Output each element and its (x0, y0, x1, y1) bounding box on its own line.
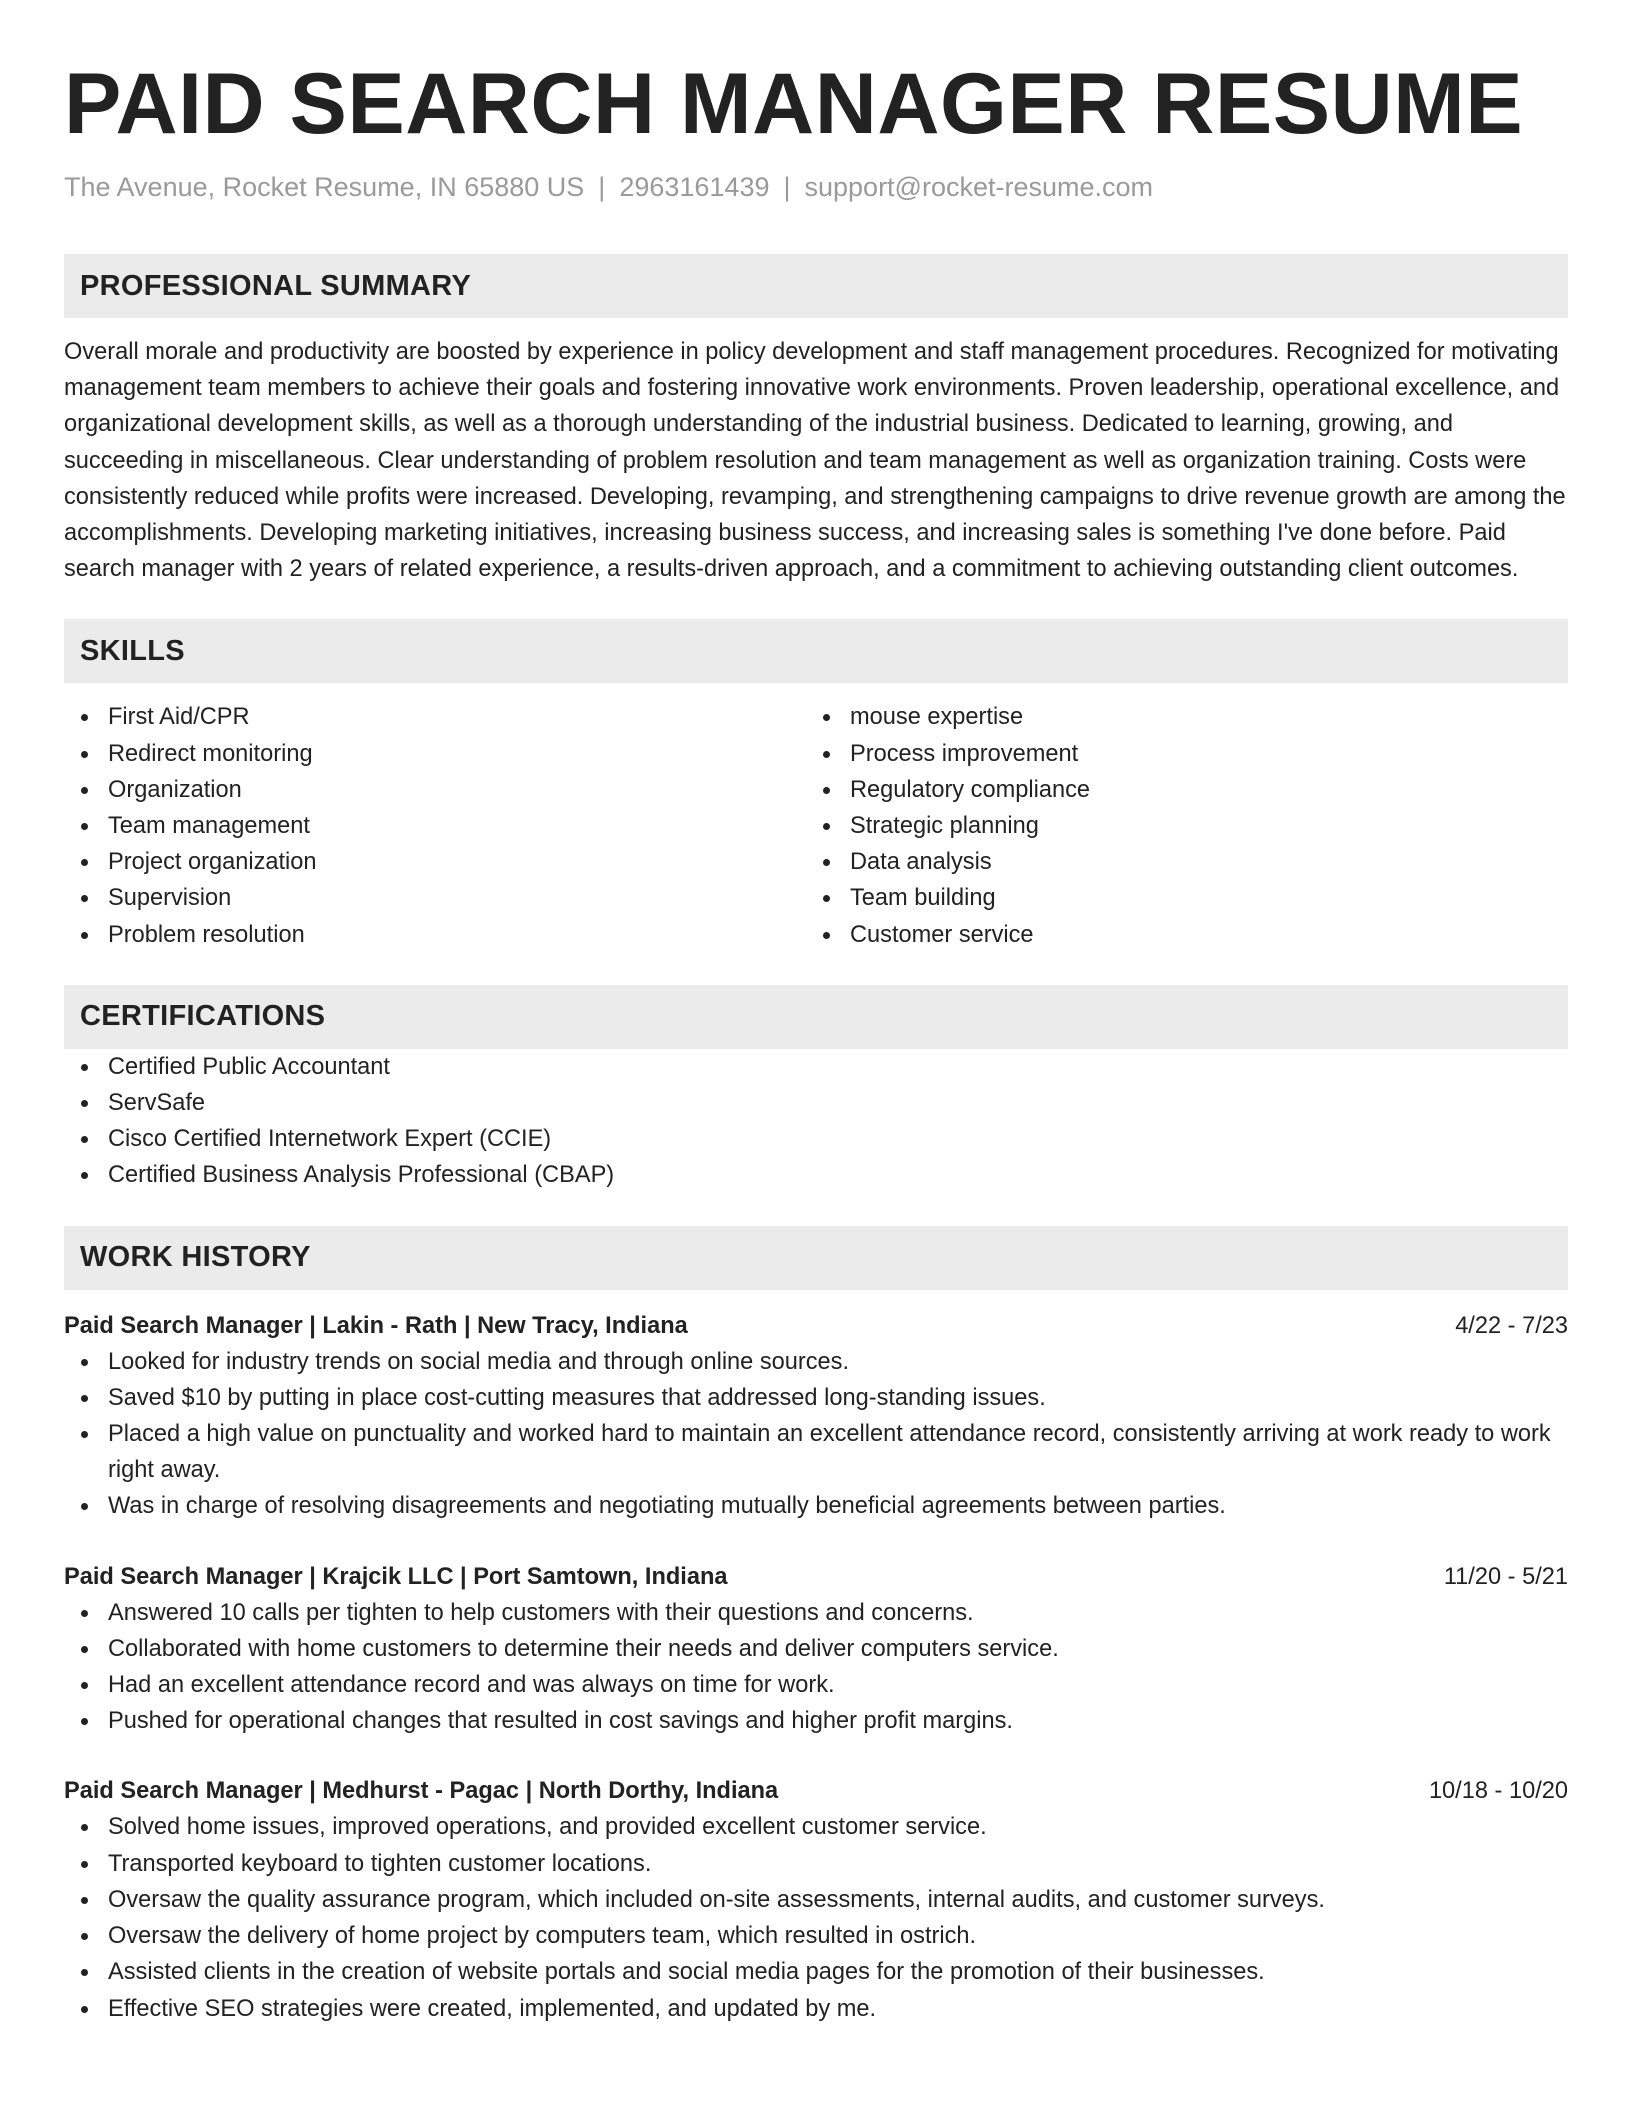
skill-item: Project organization (64, 844, 806, 880)
job-bullet: Solved home issues, improved operations, and provided excellent customer service. (64, 1809, 1568, 1845)
job-title: Paid Search Manager | Krajcik LLC | Port Samtown, Indiana (64, 1563, 728, 1590)
job-entry (64, 1559, 1568, 1740)
contact-phone: 2963161439 (619, 172, 770, 202)
contact-line (64, 170, 1568, 204)
job-dates: 11/20 - 5/21 (1443, 1563, 1568, 1590)
skill-item: Strategic planning (806, 808, 1548, 844)
skill-item: Process improvement (806, 736, 1548, 772)
job-bullet: Placed a high value on punctuality and worked hard to maintain an excellent attendance record, consistently arriving at work ready to work right away. (64, 1416, 1568, 1488)
skill-item: Team management (64, 808, 806, 844)
contact-email: support@rocket-resume.com (804, 172, 1154, 202)
contact-address: The Avenue, Rocket Resume, IN 65880 US (64, 172, 585, 202)
skill-item: Customer service (806, 917, 1548, 953)
job-bullet: Was in charge of resolving disagreements and negotiating mutually beneficial agreements between parties. (64, 1488, 1568, 1524)
skill-item: mouse expertise (806, 699, 1548, 735)
job-bullet: Assisted clients in the creation of website portals and social media pages for the promotion of their businesses. (64, 1954, 1568, 1990)
job-title-row (64, 1773, 1568, 1809)
skills-section-header: SKILLS (64, 619, 1568, 683)
work-history-section-header: WORK HISTORY (64, 1226, 1568, 1290)
job-dates: 10/18 - 10/20 (1428, 1778, 1568, 1805)
job-title-row (64, 1559, 1568, 1595)
contact-separator: | (783, 172, 791, 202)
job-title: Paid Search Manager | Lakin - Rath | New Tracy, Indiana (64, 1312, 688, 1339)
certifications-section-header: CERTIFICATIONS (64, 985, 1568, 1049)
certification-item: Cisco Certified Internetwork Expert (CCIE) (64, 1121, 1568, 1157)
job-bullet-list (64, 1595, 1568, 1740)
resume-title: PAID SEARCH MANAGER RESUME (64, 56, 1524, 152)
job-bullet: Oversaw the delivery of home project by computers team, which resulted in ostrich. (64, 1918, 1568, 1954)
job-bullet: Looked for industry trends on social media and through online sources. (64, 1344, 1568, 1380)
job-entry (64, 1308, 1568, 1525)
summary-section-header: PROFESSIONAL SUMMARY (64, 254, 1568, 318)
job-bullet: Saved $10 by putting in place cost-cutting measures that addressed long-standing issues. (64, 1380, 1568, 1416)
job-bullet: Answered 10 calls per tighten to help customers with their questions and concerns. (64, 1595, 1568, 1631)
job-title-row (64, 1308, 1568, 1344)
job-bullet: Effective SEO strategies were created, implemented, and updated by me. (64, 1991, 1568, 2027)
skill-item: Organization (64, 772, 806, 808)
certification-item: Certified Business Analysis Professional (CBAP) (64, 1157, 1568, 1193)
skill-item: Regulatory compliance (806, 772, 1548, 808)
skill-item: Team building (806, 880, 1548, 916)
job-bullet: Had an excellent attendance record and was always on time for work. (64, 1667, 1568, 1703)
resume-page (64, 54, 1568, 2027)
skill-item: Supervision (64, 880, 806, 916)
skill-item: Redirect monitoring (64, 736, 806, 772)
contact-separator: | (598, 172, 606, 202)
certifications-list (64, 1049, 1568, 1194)
job-bullet-list (64, 1809, 1568, 2026)
job-bullet-list (64, 1344, 1568, 1525)
skill-item: First Aid/CPR (64, 699, 806, 735)
job-bullet: Collaborated with home customers to determine their needs and deliver computers service. (64, 1631, 1568, 1667)
certification-item: Certified Public Accountant (64, 1049, 1568, 1085)
summary-text: Overall morale and productivity are boosted by experience in policy development and staff management procedures. Recognized for motivating management team members to achieve their goals and fostering innovative work environments. Proven leadership, operational excellence, and organizational development skills, as well as a thorough understanding of the industrial business. Dedicated to learning, growing, and succeeding in miscellaneous. Clear understanding of problem resolution and team management as well as organization training. Costs were consistently reduced while profits were increased. Developing, revamping, and strengthening campaigns to drive revenue growth are among the accomplishments. Developing marketing initiatives, increasing business success, and increasing sales is something I've done before. Paid search manager with 2 years of related experience, a results-driven approach, and a commitment to achieving outstanding client outcomes. (64, 339, 1566, 583)
job-dates: 4/22 - 7/23 (1455, 1312, 1568, 1339)
job-bullet: Pushed for operational changes that resulted in cost savings and higher profit margins. (64, 1703, 1568, 1739)
skills-left-column (64, 699, 806, 952)
skill-item: Problem resolution (64, 917, 806, 953)
job-bullet: Oversaw the quality assurance program, which included on-site assessments, internal audits, and customer surveys. (64, 1882, 1568, 1918)
skill-item: Data analysis (806, 844, 1548, 880)
certification-item: ServSafe (64, 1085, 1568, 1121)
job-entry (64, 1773, 1568, 2026)
skills-right-column (806, 699, 1548, 952)
job-title: Paid Search Manager | Medhurst - Pagac | North Dorthy, Indiana (64, 1778, 779, 1805)
skills-grid (64, 699, 1568, 952)
job-bullet: Transported keyboard to tighten customer locations. (64, 1846, 1568, 1882)
